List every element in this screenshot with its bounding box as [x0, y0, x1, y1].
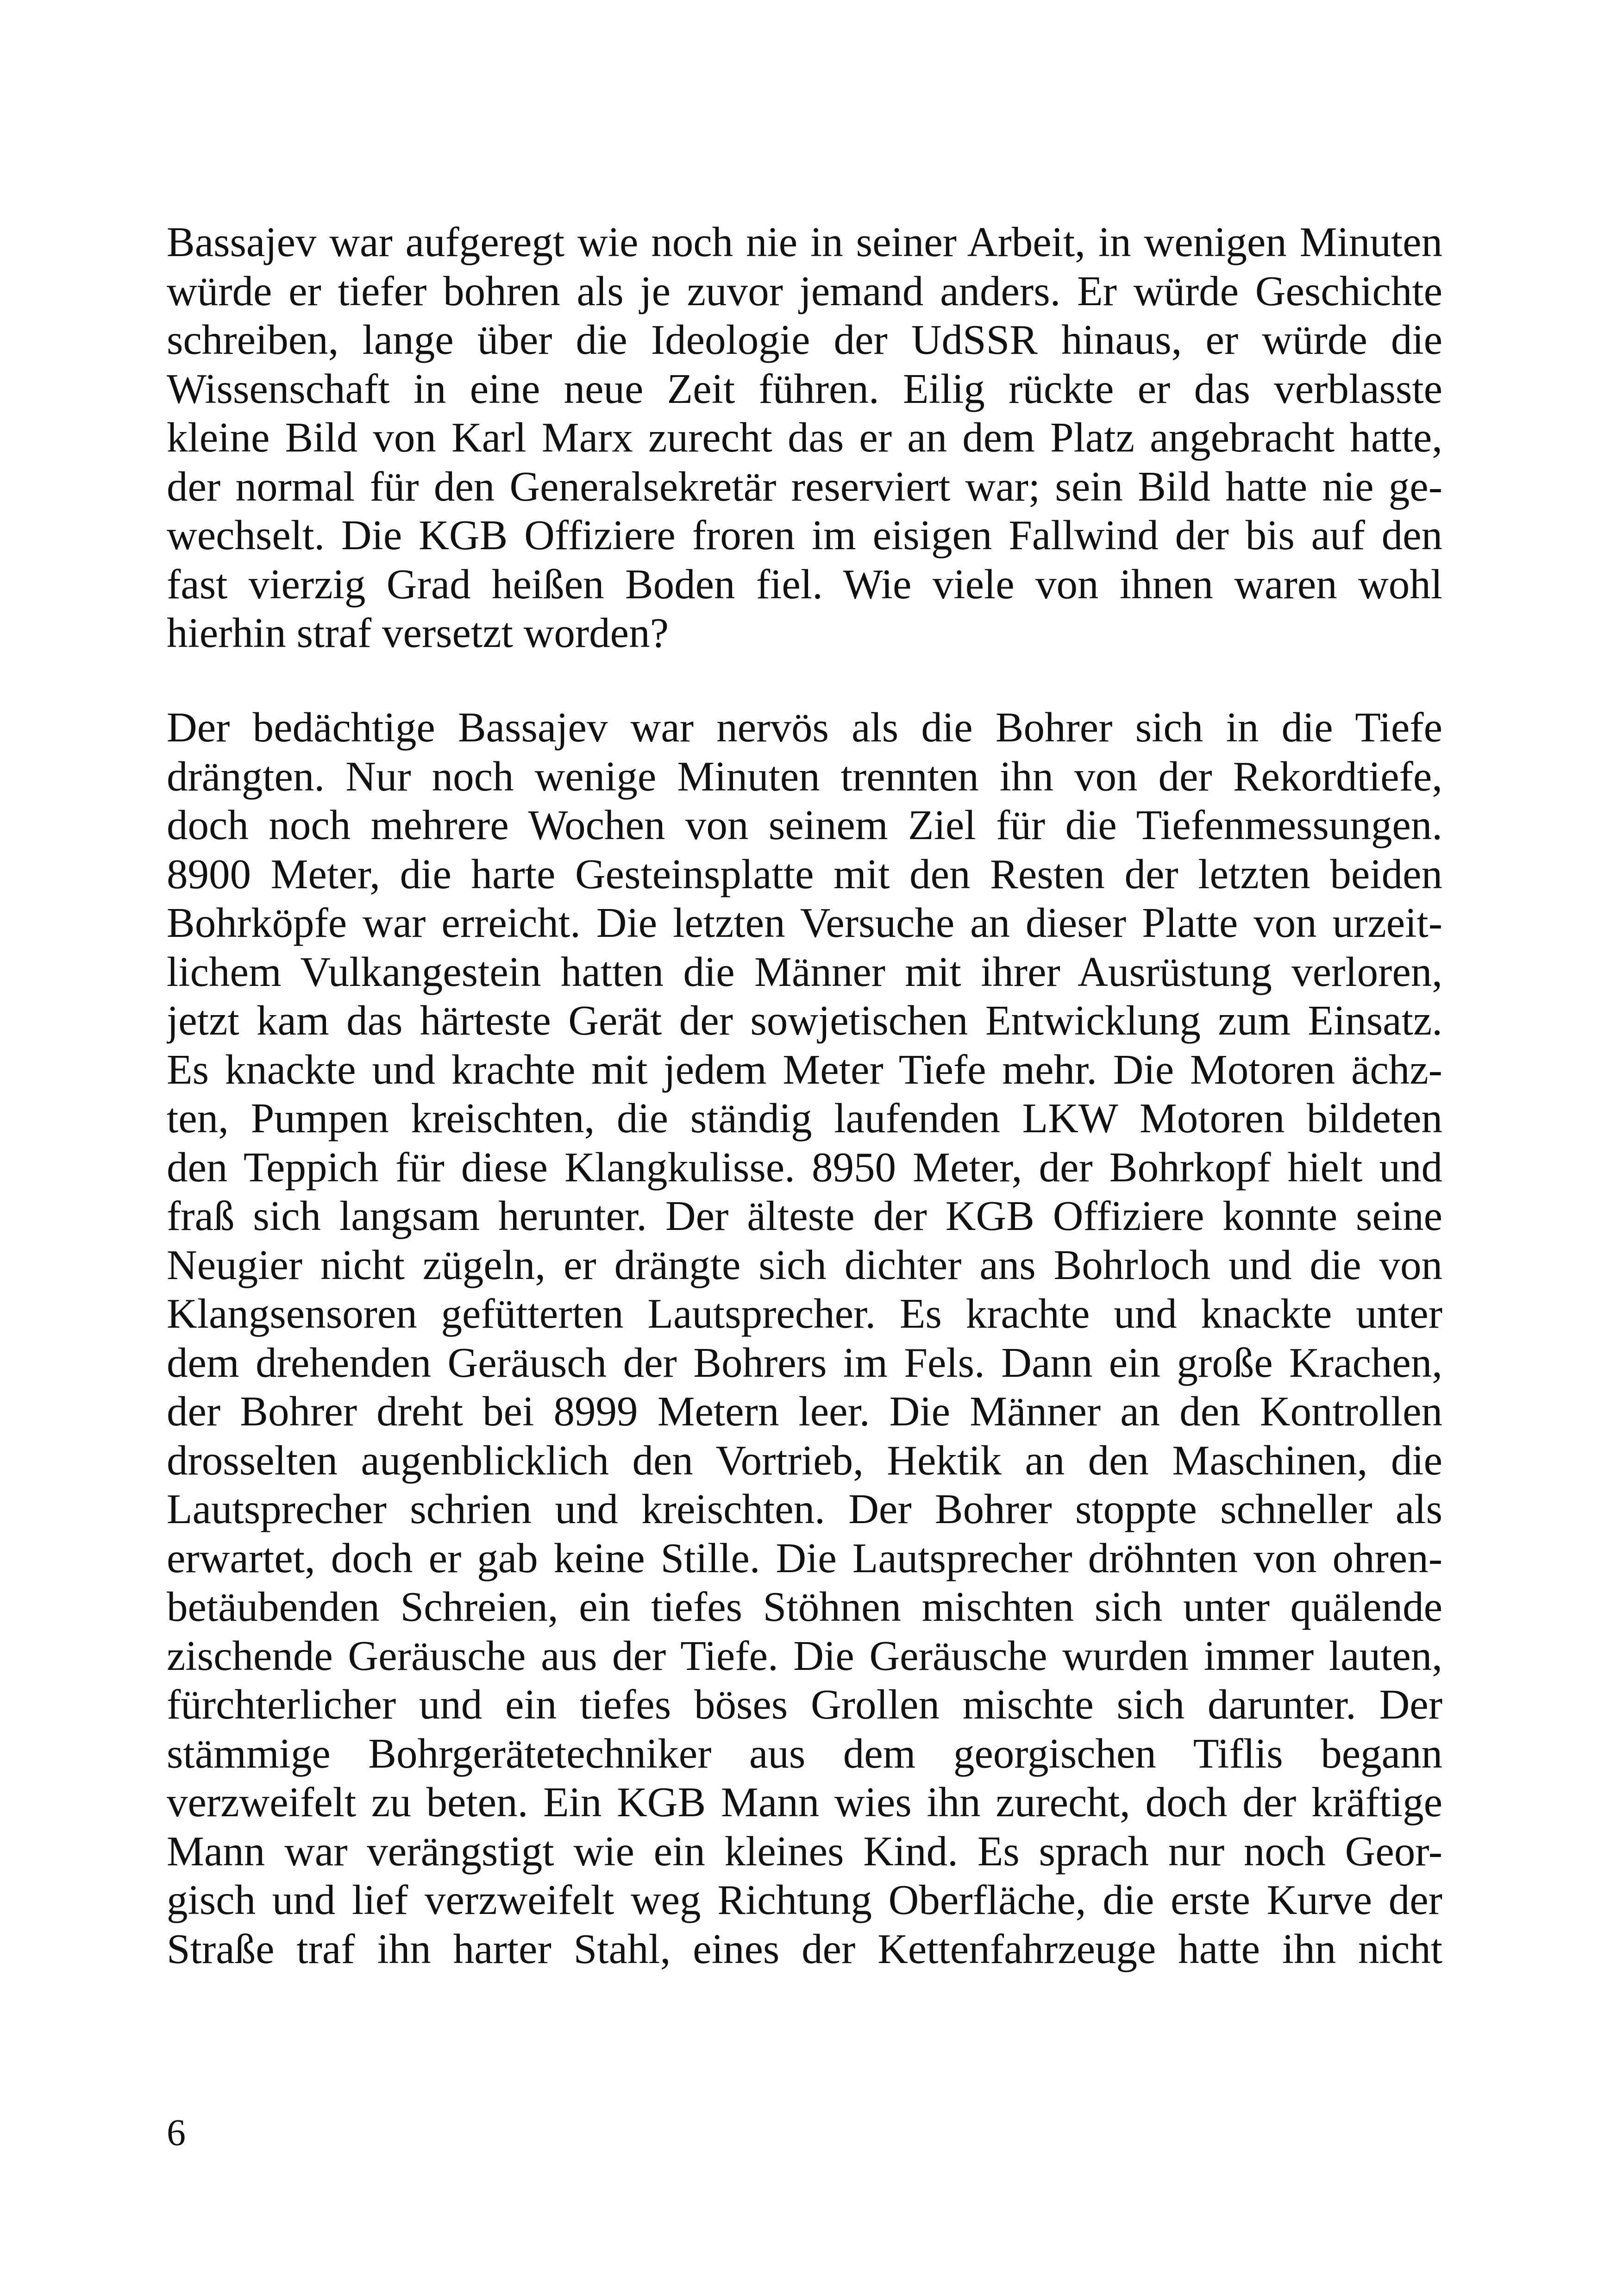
text-line: zischende Geräusche aus der Tiefe. Die Geräusche wurden immer lauten,: [167, 1632, 1442, 1679]
text-line: wechselt. Die KGB Offiziere froren im eisigen Fallwind der bis auf den: [167, 512, 1442, 558]
paragraph-1: [167, 218, 1442, 658]
text-line: Wissenschaft in eine neue Zeit führen. Eilig rückte er das verblasste: [167, 365, 1442, 412]
text-line: Bassajev war aufgeregt wie noch nie in seiner Arbeit, in wenigen Minuten: [167, 219, 1442, 265]
text-line: Bohrköpfe war erreicht. Die letzten Versuche an dieser Platte von urzeit-: [167, 899, 1442, 946]
text-line: drosselten augenblicklich den Vortrieb, Hektik an den Maschinen, die: [167, 1437, 1442, 1484]
text-line: fast vierzig Grad heißen Boden fiel. Wie viele von ihnen waren wohl: [167, 560, 1442, 608]
text-line: der Bohrer dreht bei 8999 Metern leer. Die Männer an den Kontrollen: [167, 1388, 1442, 1435]
text-line: Lautsprecher schrien und kreischten. Der Bohrer stoppte schneller als: [167, 1486, 1442, 1532]
text-line: kleine Bild von Karl Marx zurecht das er an dem Platz angebracht hatte,: [167, 414, 1442, 461]
text-line: jetzt kam das härteste Gerät der sowjetischen Entwicklung zum Einsatz.: [167, 997, 1442, 1044]
text-line: Straße traf ihn harter Stahl, eines der Kettenfahrzeuge hatte ihn nicht: [167, 1925, 1442, 1972]
paragraph-2: [167, 703, 1442, 1973]
page-number: 6: [167, 2111, 186, 2153]
text-line: schreiben, lange über die Ideologie der UdSSR hinaus, er würde die: [167, 316, 1442, 363]
text-line: Mann war verängstigt wie ein kleines Kind. Es sprach nur noch Geor-: [167, 1827, 1442, 1875]
text-line: würde er tiefer bohren als je zuvor jemand anders. Er würde Geschichte: [167, 267, 1442, 314]
text-line: 8900 Meter, die harte Gesteinsplatte mit den Resten der letzten beiden: [167, 850, 1442, 897]
text-line: Klangsensoren gefütterten Lautsprecher. Es krachte und knackte unter: [167, 1290, 1442, 1337]
text-line: fürchterlicher und ein tiefes böses Grollen mischte sich darunter. Der: [167, 1681, 1442, 1728]
text-line: ten, Pumpen kreischten, die ständig laufenden LKW Motoren bildeten: [167, 1095, 1442, 1142]
text-line: drängten. Nur noch wenige Minuten trennten ihn von der Rekordtiefe,: [167, 753, 1442, 800]
text-line: der normal für den Generalsekretär reserviert war; sein Bild hatte nie ge-: [167, 463, 1442, 510]
text-line: betäubenden Schreien, ein tiefes Stöhnen mischten sich unter quälende: [167, 1583, 1442, 1630]
text-line: lichem Vulkangestein hatten die Männer mit ihrer Ausrüstung verloren,: [167, 948, 1442, 995]
text-line: stämmige Bohrgerätetechniker aus dem georgischen Tiflis begann: [167, 1730, 1442, 1777]
text-line: dem drehenden Geräusch der Bohrers im Fels. Dann ein große Krachen,: [167, 1339, 1442, 1386]
text-line: doch noch mehrere Wochen von seinem Ziel für die Tiefenmessungen.: [167, 802, 1442, 848]
text-line: erwartet, doch er gab keine Stille. Die Lautsprecher dröhnten von ohren-: [167, 1534, 1442, 1581]
text-line: gisch und lief verzweifelt weg Richtung Oberfläche, die erste Kurve der: [167, 1876, 1442, 1923]
text-line: hierhin straf versetzt worden?: [167, 609, 669, 656]
text-line: fraß sich langsam herunter. Der älteste der KGB Offiziere konnte seine: [167, 1192, 1442, 1239]
text-line: Neugier nicht zügeln, er drängte sich dichter ans Bohrloch und die von: [167, 1241, 1442, 1288]
text-line: Der bedächtige Bassajev war nervös als die Bohrer sich in die Tiefe: [167, 704, 1442, 751]
text-line: Es knackte und krachte mit jedem Meter Tiefe mehr. Die Motoren ächz-: [167, 1046, 1442, 1093]
text-line: den Teppich für diese Klangkulisse. 8950 Meter, der Bohrkopf hielt und: [167, 1143, 1442, 1191]
text-line: verzweifelt zu beten. Ein KGB Mann wies ihn zurecht, doch der kräftige: [167, 1779, 1442, 1826]
